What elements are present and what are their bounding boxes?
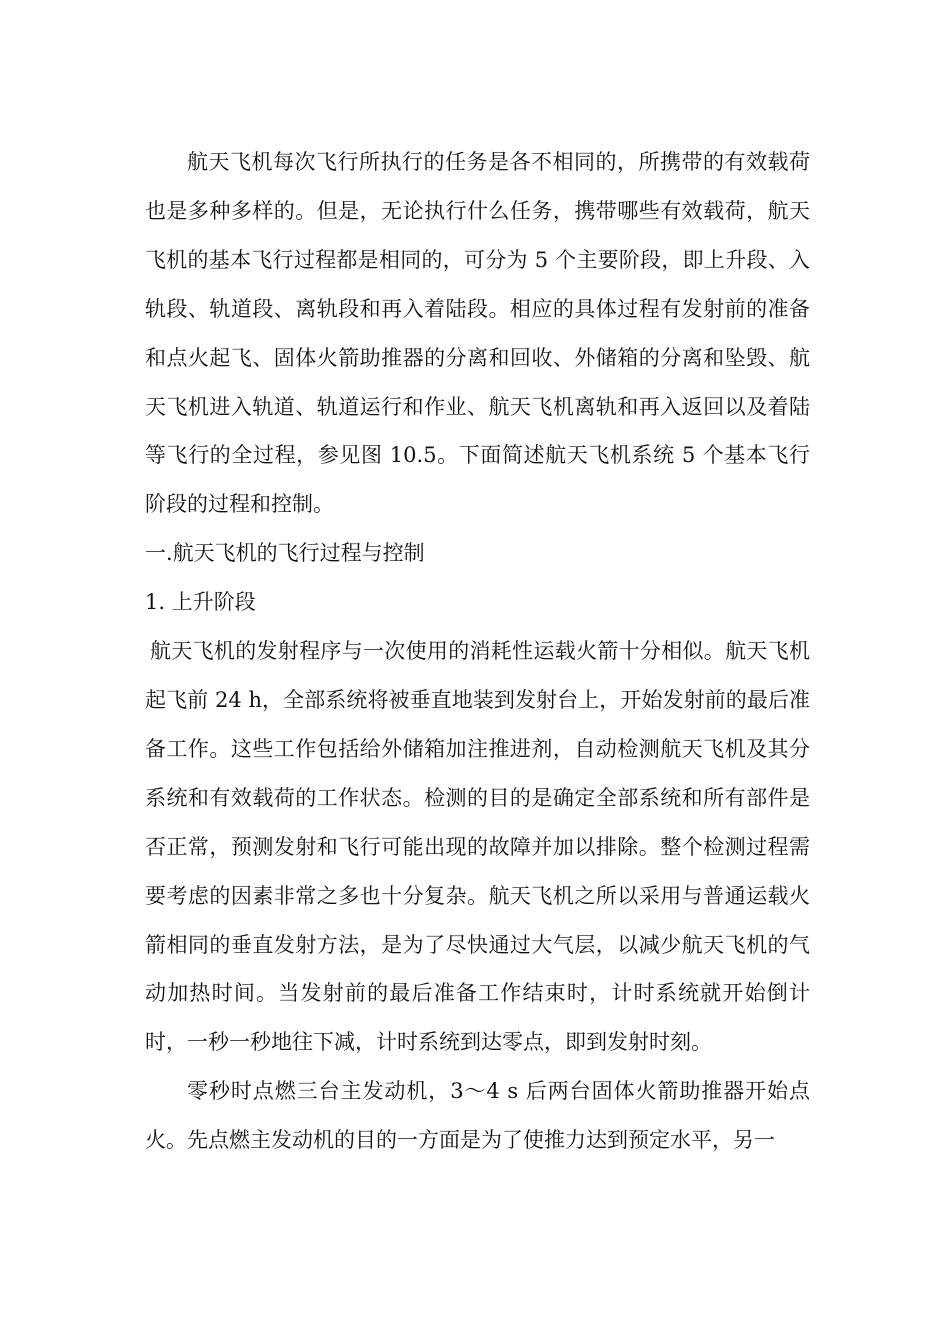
section-heading: 一.航天飞机的飞行过程与控制 xyxy=(145,541,425,566)
launch-paragraph: 航天飞机的发射程序与一次使用的消耗性运载火箭十分相似。航天飞机起飞前 24 h，全部系统将被垂直地装到发射台上，开始发射前的最后准备工作。这些工作包括给外储箱加注推进剂，自动检测航天飞机及其分系统和有效载荷的工作状态。检测的目的是确定全部系统和所有部件是否正常，预测发射和飞行可能出现的故障并加以排除。整个检测过程需要考虑的因素非常之多也十分复杂。航天飞机之所以采用与普通运载火箭相同的垂直发射方法，是为了尽快通过大气层，以减少航天飞机的气动加热时间。当发射前的最后准备工作结束时，计时系统就开始倒计时，一秒一秒地往下减，计时系统到达零点，即到发射时刻。 xyxy=(145,639,810,1055)
subsection-heading: 1. 上升阶段 xyxy=(145,590,256,615)
ignition-paragraph: 零秒时点燃三台主发动机，3～4 s 后两台固体火箭助推器开始点火。先点燃主发动机的目的一方面是为了使推力达到预定水平，另一 xyxy=(145,1079,810,1153)
intro-paragraph: 航天飞机每次飞行所执行的任务是各不相同的，所携带的有效载荷也是多种多样的。但是，无论执行什么任务，携带哪些有效载荷，航天飞机的基本飞行过程都是相同的，可分为 5 个主要阶段，即上升段、入轨段、轨道段、离轨段和再入着陆段。相应的具体过程有发射前的准备和点火起飞、固体火箭助推器的分离和回收、外储箱的分离和坠毁、航天飞机进入轨道、轨道运行和作业、航天飞机离轨和再入返回以及着陆等飞行的全过程，参见图 10.5。下面简述航天飞机系统 5 个基本飞行阶段的过程和控制。 xyxy=(145,150,810,517)
document-body xyxy=(145,138,810,1165)
